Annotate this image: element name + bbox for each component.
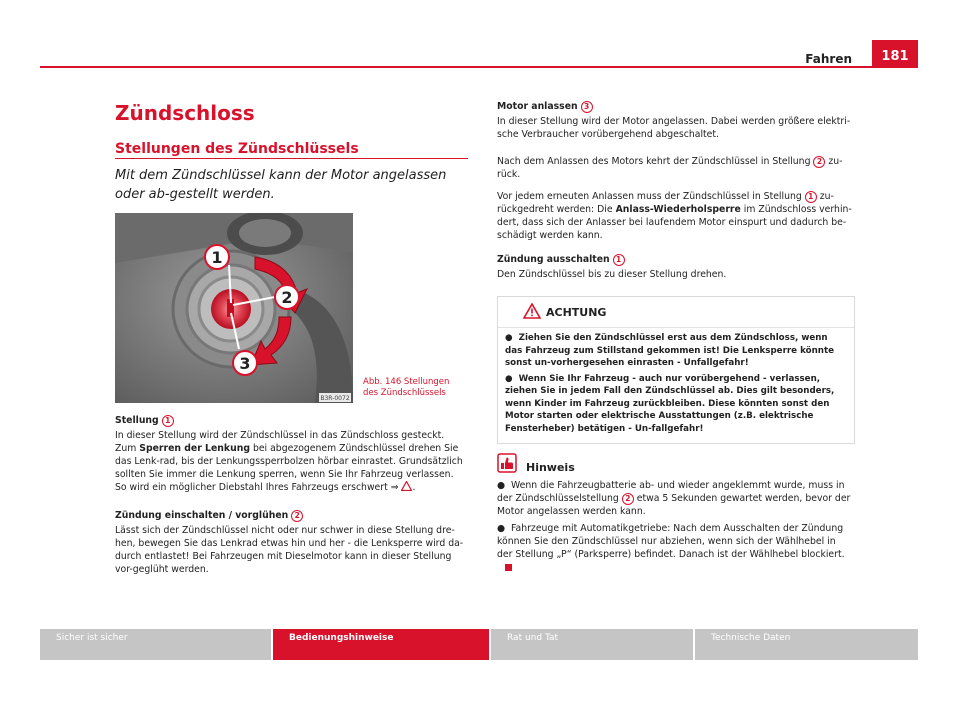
note-item-2: ● Fahrzeuge mit Automatikgetriebe: Nach dem Ausschalten der Zündung können Sie den Zündschlüssel nur abziehen, wenn sich der Wählhebel in der Stellung „P“ (Parksperre) befindet. Danach ist der Wählhebel blockiert. [497, 522, 853, 574]
stellung-paragraph: In dieser Stellung wird der Zündschlüssel in das Zündschloss gesteckt. Zum Sperren der Lenkung bei abgezogenem Zündschlüssel drehen Sie das Lenk-rad, bis der Lenkungssperrbolzen hörbar einrastet. Grundsätzlich sollten Sie immer die Lenkung sperren, wenn Sie Ihr Fahrzeug verlassen. So wird ein möglicher Diebstahl Ihres Fahrzeugs erschwert ⇒ . [115, 430, 463, 493]
bullet-icon: ● [505, 373, 519, 384]
stellung-section [115, 414, 468, 494]
figure-caption-line2: des Zündschlüssels [363, 388, 446, 398]
figure-code: B3R-0072 [320, 395, 350, 402]
intro-text: Mit dem Zündschlüssel kann der Motor angelassen oder ab-gestellt werden. [115, 168, 447, 202]
header-rule [40, 66, 918, 68]
vor-paragraph: Vor jedem erneuten Anlassen muss der Zündschlüssel in Stellung 1 zu-rückgedreht werden: Die Anlass-Wiederholsperre im Zündschloss verhin-dert, dass sich der Anlasser bei laufendem Motor einspurt und dadurch be-schädigt werden kann. [497, 191, 852, 241]
zuendung-number: 2 [291, 510, 303, 522]
note-icon [497, 453, 517, 473]
vor-bold: Anlass-Wiederholsperre [615, 204, 741, 215]
section-subtitle: Stellungen des Zündschlüssels [115, 141, 359, 157]
warning-item-1: ● Ziehen Sie den Zündschlüssel erst aus dem Zündschloss, wenn das Fahrzeug zum Stillstand gekommen ist! Die Lenksperre könnte sonst un-vorhergesehen einrasten - Unfallgefahr! [505, 333, 834, 368]
position-2-label: 2 [281, 288, 293, 307]
figure-caption-line1: Abb. 146 Stellungen [363, 377, 450, 387]
bullet-icon: ● [505, 333, 519, 343]
ignition-figure [115, 213, 353, 403]
bullet-icon: ● [497, 480, 512, 491]
anlassen-paragraph: In dieser Stellung wird der Motor angelassen. Dabei werden größere elektri-sche Verbraucher vorübergehend abgeschaltet. [497, 116, 851, 140]
warning-box [497, 296, 855, 444]
vor-number: 1 [805, 191, 817, 203]
zuendung-heading: Zündung einschalten / vorglühen [115, 510, 289, 521]
zuendung-section [115, 509, 468, 576]
footer-tab-sicher[interactable]: Sicher ist sicher [40, 629, 271, 660]
warning-ref-icon[interactable] [401, 481, 412, 491]
ausschalten-paragraph: Den Zündschlüssel bis zu dieser Stellung drehen. [497, 269, 727, 280]
footer-tab-technik[interactable]: Technische Daten [695, 629, 918, 660]
warning-body [498, 328, 854, 435]
footer-nav [40, 629, 918, 660]
warning-title: ACHTUNG [546, 306, 607, 319]
anlassen-section [497, 100, 853, 141]
anlassen-heading: Motor anlassen [497, 101, 578, 112]
nach-paragraph: Nach dem Anlassen des Motors kehrt der Zündschlüssel in Stellung 2 zu-rück. [497, 156, 843, 180]
position-3-label: 3 [239, 354, 251, 373]
ausschalten-number: 1 [613, 254, 625, 266]
ausschalten-heading: Zündung ausschalten [497, 254, 610, 265]
note-item-1: ● Wenn die Fahrzeugbatterie ab- und wieder angeklemmt wurde, muss in der Zündschlüsselstellung 2 etwa 5 Sekunden gewartet werden, bevor der Motor angelassen werden kann. [497, 480, 851, 517]
zuendung-paragraph: Lässt sich der Zündschlüssel nicht oder nur schwer in diese Stellung dre-hen, bewegen Sie das Lenkrad etwas hin und her - die Lenksperre wird da-durch entlastet! Bei Fahrzeugen mit Dieselmotor kann in dieser Stellung vor-geglüht werden. [115, 525, 464, 575]
ignition-illustration [115, 213, 353, 403]
end-mark-icon [505, 564, 512, 571]
running-header: Fahren [805, 52, 852, 66]
bullet-icon: ● [497, 523, 512, 534]
ausschalten-section [497, 253, 853, 281]
stellung-number: 1 [162, 415, 174, 427]
note-number: 2 [622, 493, 634, 505]
figure-caption [363, 377, 449, 399]
footer-tab-rat[interactable]: Rat und Tat [491, 629, 693, 660]
stellung-heading: Stellung [115, 415, 159, 426]
warning-header [498, 297, 854, 328]
stellung-bold: Sperren der Lenkung [139, 443, 250, 454]
page-title: Zündschloss [115, 101, 255, 125]
footer-tab-bedienung[interactable]: Bedienungshinweise [273, 629, 489, 660]
position-1-label: 1 [211, 248, 223, 267]
page-number: 181 [872, 40, 918, 67]
subtitle-rule [115, 158, 468, 159]
note-title: Hinweis [526, 461, 575, 474]
warning-item-2: ● Wenn Sie Ihr Fahrzeug - auch nur vorübergehend - verlassen, ziehen Sie in jedem Fall den Zündschlüssel ab. Dies gilt besonders, wenn Kinder im Fahrzeug zurückbleiben. Diese könnten sonst den Motor starten oder elektrische Ausstattungen (z.B. elektrische Fensterheber) betätigen - Un-fallgefahr! [505, 373, 835, 434]
warning-triangle-icon [523, 303, 541, 319]
anlassen-number: 3 [581, 101, 593, 113]
nach-number: 2 [813, 156, 825, 168]
